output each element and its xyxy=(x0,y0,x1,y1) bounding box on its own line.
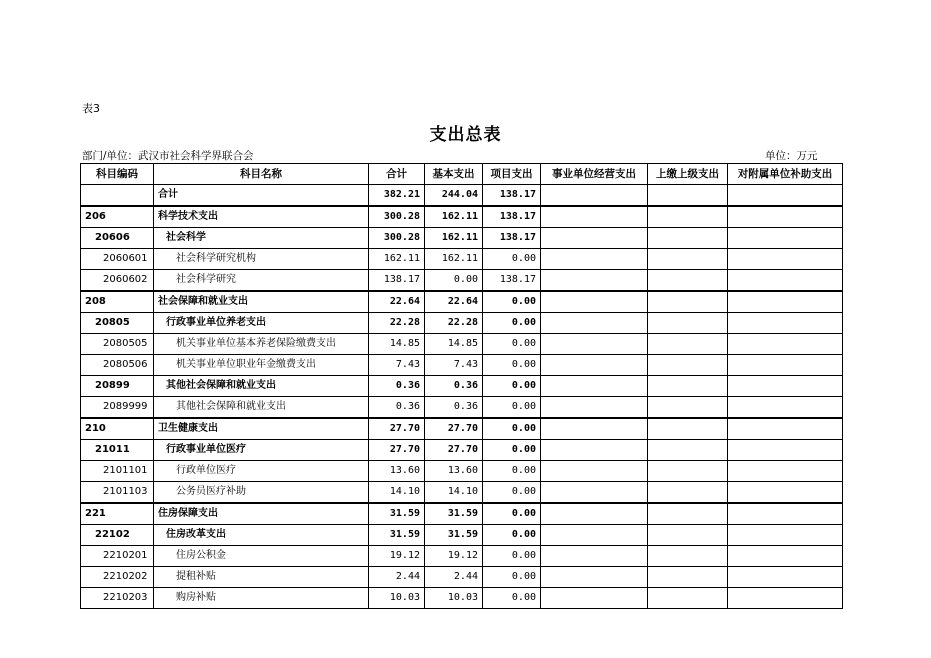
business-cell xyxy=(541,461,648,482)
expenditure-table xyxy=(80,163,843,609)
subsidy-cell xyxy=(728,291,843,313)
business-cell xyxy=(541,418,648,440)
header-subsidy: 对附属单位补助支出 xyxy=(728,164,843,185)
basic-cell: 27.70 xyxy=(425,440,483,461)
basic-cell: 22.64 xyxy=(425,291,483,313)
total-cell: 19.12 xyxy=(369,546,425,567)
total-cell: 162.11 xyxy=(369,249,425,270)
table-row xyxy=(81,461,843,482)
page-title: 支出总表 xyxy=(429,125,502,145)
remit-cell xyxy=(648,270,728,292)
subsidy-cell xyxy=(728,334,843,355)
remit-cell xyxy=(648,397,728,419)
name-cell: 其他社会保障和就业支出 xyxy=(154,376,369,397)
remit-cell xyxy=(648,440,728,461)
table-row xyxy=(81,418,843,440)
subsidy-cell xyxy=(728,482,843,504)
code-cell: 2060602 xyxy=(81,270,154,292)
name-cell: 住房保障支出 xyxy=(154,503,369,525)
basic-cell: 0.00 xyxy=(425,270,483,292)
code-cell: 2210203 xyxy=(81,588,154,609)
business-cell xyxy=(541,334,648,355)
code-cell: 221 xyxy=(81,503,154,525)
project-cell: 138.17 xyxy=(483,206,541,228)
basic-cell: 13.60 xyxy=(425,461,483,482)
business-cell xyxy=(541,228,648,249)
total-cell: 0.36 xyxy=(369,376,425,397)
remit-cell xyxy=(648,291,728,313)
subsidy-cell xyxy=(728,376,843,397)
subsidy-cell xyxy=(728,185,843,207)
total-cell: 300.28 xyxy=(369,228,425,249)
total-cell: 31.59 xyxy=(369,503,425,525)
code-cell: 2210202 xyxy=(81,567,154,588)
table-row xyxy=(81,588,843,609)
business-cell xyxy=(541,482,648,504)
basic-cell: 14.10 xyxy=(425,482,483,504)
table-row xyxy=(81,567,843,588)
code-cell: 20899 xyxy=(81,376,154,397)
business-cell xyxy=(541,588,648,609)
business-cell xyxy=(541,249,648,270)
code-cell: 20606 xyxy=(81,228,154,249)
code-cell: 2210201 xyxy=(81,546,154,567)
header-total: 合计 xyxy=(369,164,425,185)
project-cell: 0.00 xyxy=(483,482,541,504)
table-row xyxy=(81,313,843,334)
total-cell: 14.85 xyxy=(369,334,425,355)
project-cell: 0.00 xyxy=(483,503,541,525)
subsidy-cell xyxy=(728,397,843,419)
subsidy-cell xyxy=(728,567,843,588)
total-cell: 300.28 xyxy=(369,206,425,228)
code-cell xyxy=(81,185,154,207)
header-name: 科目名称 xyxy=(154,164,369,185)
basic-cell: 31.59 xyxy=(425,525,483,546)
total-cell: 22.28 xyxy=(369,313,425,334)
subsidy-cell xyxy=(728,546,843,567)
remit-cell xyxy=(648,206,728,228)
remit-cell xyxy=(648,588,728,609)
remit-cell xyxy=(648,461,728,482)
basic-cell: 162.11 xyxy=(425,249,483,270)
project-cell: 0.00 xyxy=(483,525,541,546)
project-cell: 0.00 xyxy=(483,291,541,313)
subsidy-cell xyxy=(728,418,843,440)
table-row xyxy=(81,334,843,355)
subsidy-cell xyxy=(728,588,843,609)
remit-cell xyxy=(648,313,728,334)
table-row xyxy=(81,185,843,207)
remit-cell xyxy=(648,482,728,504)
basic-cell: 162.11 xyxy=(425,228,483,249)
header-project: 项目支出 xyxy=(483,164,541,185)
business-cell xyxy=(541,376,648,397)
name-cell: 机关事业单位职业年金缴费支出 xyxy=(154,355,369,376)
basic-cell: 31.59 xyxy=(425,503,483,525)
table-row xyxy=(81,503,843,525)
total-cell: 7.43 xyxy=(369,355,425,376)
total-cell: 2.44 xyxy=(369,567,425,588)
remit-cell xyxy=(648,376,728,397)
code-cell: 2080506 xyxy=(81,355,154,376)
remit-cell xyxy=(648,228,728,249)
table-row xyxy=(81,440,843,461)
subsidy-cell xyxy=(728,461,843,482)
remit-cell xyxy=(648,567,728,588)
business-cell xyxy=(541,567,648,588)
business-cell xyxy=(541,291,648,313)
code-cell: 21011 xyxy=(81,440,154,461)
name-cell: 行政事业单位养老支出 xyxy=(154,313,369,334)
table-row xyxy=(81,355,843,376)
business-cell xyxy=(541,313,648,334)
basic-cell: 10.03 xyxy=(425,588,483,609)
total-cell: 138.17 xyxy=(369,270,425,292)
subsidy-cell xyxy=(728,503,843,525)
business-cell xyxy=(541,503,648,525)
code-cell: 210 xyxy=(81,418,154,440)
table-row xyxy=(81,546,843,567)
remit-cell xyxy=(648,334,728,355)
table-header-row xyxy=(81,164,843,185)
basic-cell: 22.28 xyxy=(425,313,483,334)
code-cell: 2089999 xyxy=(81,397,154,419)
subsidy-cell xyxy=(728,525,843,546)
name-cell: 卫生健康支出 xyxy=(154,418,369,440)
code-cell: 2101103 xyxy=(81,482,154,504)
total-cell: 31.59 xyxy=(369,525,425,546)
table-row xyxy=(81,397,843,419)
table-row xyxy=(81,249,843,270)
name-cell: 合计 xyxy=(154,185,369,207)
name-cell: 住房公积金 xyxy=(154,546,369,567)
name-cell: 购房补贴 xyxy=(154,588,369,609)
business-cell xyxy=(541,355,648,376)
department-label: 部门/单位：武汉市社会科学界联合会 xyxy=(82,150,254,162)
project-cell: 138.17 xyxy=(483,185,541,207)
subsidy-cell xyxy=(728,206,843,228)
remit-cell xyxy=(648,355,728,376)
name-cell: 社会科学研究机构 xyxy=(154,249,369,270)
business-cell xyxy=(541,440,648,461)
remit-cell xyxy=(648,185,728,207)
business-cell xyxy=(541,397,648,419)
name-cell: 机关事业单位基本养老保险缴费支出 xyxy=(154,334,369,355)
project-cell: 0.00 xyxy=(483,397,541,419)
subsidy-cell xyxy=(728,355,843,376)
header-business: 事业单位经营支出 xyxy=(541,164,648,185)
project-cell: 0.00 xyxy=(483,334,541,355)
project-cell: 0.00 xyxy=(483,546,541,567)
project-cell: 0.00 xyxy=(483,567,541,588)
subsidy-cell xyxy=(728,313,843,334)
subsidy-cell xyxy=(728,249,843,270)
code-cell: 208 xyxy=(81,291,154,313)
code-cell: 2060601 xyxy=(81,249,154,270)
total-cell: 27.70 xyxy=(369,418,425,440)
remit-cell xyxy=(648,546,728,567)
name-cell: 社会保障和就业支出 xyxy=(154,291,369,313)
basic-cell: 19.12 xyxy=(425,546,483,567)
header-code: 科目编码 xyxy=(81,164,154,185)
total-cell: 27.70 xyxy=(369,440,425,461)
subsidy-cell xyxy=(728,440,843,461)
business-cell xyxy=(541,206,648,228)
name-cell: 行政单位医疗 xyxy=(154,461,369,482)
basic-cell: 0.36 xyxy=(425,376,483,397)
header-basic: 基本支出 xyxy=(425,164,483,185)
name-cell: 科学技术支出 xyxy=(154,206,369,228)
header-remit: 上缴上级支出 xyxy=(648,164,728,185)
project-cell: 0.00 xyxy=(483,418,541,440)
business-cell xyxy=(541,525,648,546)
business-cell xyxy=(541,546,648,567)
subsidy-cell xyxy=(728,270,843,292)
basic-cell: 14.85 xyxy=(425,334,483,355)
table-number: 表3 xyxy=(82,102,100,115)
project-cell: 0.00 xyxy=(483,313,541,334)
project-cell: 0.00 xyxy=(483,461,541,482)
project-cell: 0.00 xyxy=(483,355,541,376)
project-cell: 0.00 xyxy=(483,249,541,270)
unit-label: 单位：万元 xyxy=(765,150,818,162)
table-row xyxy=(81,291,843,313)
basic-cell: 7.43 xyxy=(425,355,483,376)
total-cell: 10.03 xyxy=(369,588,425,609)
name-cell: 社会科学 xyxy=(154,228,369,249)
table-row xyxy=(81,376,843,397)
business-cell xyxy=(541,185,648,207)
code-cell: 206 xyxy=(81,206,154,228)
basic-cell: 162.11 xyxy=(425,206,483,228)
business-cell xyxy=(541,270,648,292)
remit-cell xyxy=(648,418,728,440)
remit-cell xyxy=(648,249,728,270)
project-cell: 0.00 xyxy=(483,376,541,397)
table-row xyxy=(81,525,843,546)
name-cell: 提租补贴 xyxy=(154,567,369,588)
total-cell: 13.60 xyxy=(369,461,425,482)
basic-cell: 2.44 xyxy=(425,567,483,588)
name-cell: 社会科学研究 xyxy=(154,270,369,292)
table-row xyxy=(81,482,843,504)
code-cell: 20805 xyxy=(81,313,154,334)
basic-cell: 27.70 xyxy=(425,418,483,440)
name-cell: 住房改革支出 xyxy=(154,525,369,546)
total-cell: 0.36 xyxy=(369,397,425,419)
table-row xyxy=(81,228,843,249)
name-cell: 公务员医疗补助 xyxy=(154,482,369,504)
project-cell: 0.00 xyxy=(483,440,541,461)
table-row xyxy=(81,206,843,228)
total-cell: 382.21 xyxy=(369,185,425,207)
code-cell: 2101101 xyxy=(81,461,154,482)
remit-cell xyxy=(648,503,728,525)
total-cell: 22.64 xyxy=(369,291,425,313)
remit-cell xyxy=(648,525,728,546)
code-cell: 2080505 xyxy=(81,334,154,355)
name-cell: 行政事业单位医疗 xyxy=(154,440,369,461)
basic-cell: 244.04 xyxy=(425,185,483,207)
table-row xyxy=(81,270,843,292)
project-cell: 0.00 xyxy=(483,588,541,609)
name-cell: 其他社会保障和就业支出 xyxy=(154,397,369,419)
project-cell: 138.17 xyxy=(483,228,541,249)
code-cell: 22102 xyxy=(81,525,154,546)
total-cell: 14.10 xyxy=(369,482,425,504)
basic-cell: 0.36 xyxy=(425,397,483,419)
subsidy-cell xyxy=(728,228,843,249)
project-cell: 138.17 xyxy=(483,270,541,292)
